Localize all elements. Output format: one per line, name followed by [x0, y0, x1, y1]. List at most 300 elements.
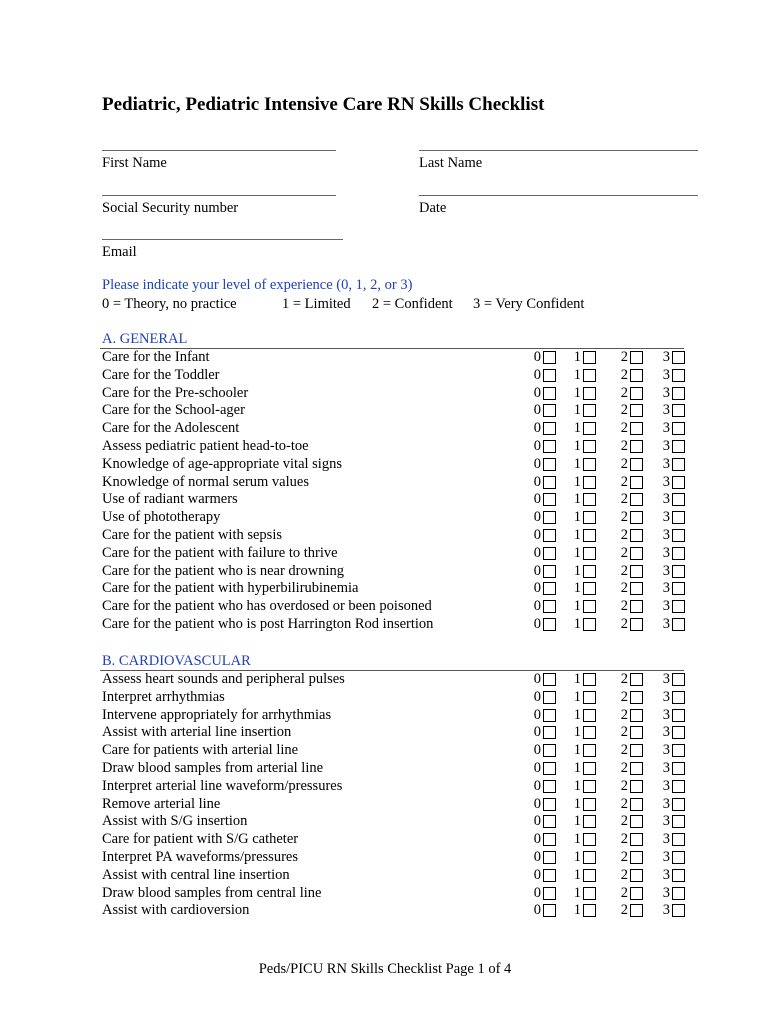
rating-option-3[interactable]	[652, 491, 685, 509]
checkbox[interactable]	[672, 351, 685, 364]
checkbox[interactable]	[672, 618, 685, 631]
rating-option-0[interactable]	[522, 885, 556, 903]
checkbox[interactable]	[630, 511, 643, 524]
rating-option-1[interactable]	[566, 509, 596, 527]
rating-option-1[interactable]	[566, 742, 596, 760]
rating-option-2[interactable]	[610, 456, 643, 474]
checkbox[interactable]	[543, 833, 556, 846]
rating-number: 3	[662, 706, 670, 723]
rating-option-3[interactable]	[652, 580, 685, 598]
checkbox[interactable]	[583, 762, 596, 775]
checkbox[interactable]	[543, 547, 556, 560]
checkbox[interactable]	[583, 851, 596, 864]
rating-option-3[interactable]	[652, 545, 685, 563]
checkbox[interactable]	[672, 673, 685, 686]
checkbox[interactable]	[583, 369, 596, 382]
rating-number: 3	[662, 544, 670, 561]
rating-option-2[interactable]	[610, 867, 643, 885]
checkbox[interactable]	[583, 869, 596, 882]
rating-option-0[interactable]	[522, 598, 556, 616]
rating-option-0[interactable]	[522, 671, 556, 689]
checkbox[interactable]	[583, 600, 596, 613]
rating-option-2[interactable]	[610, 902, 643, 920]
checkbox[interactable]	[543, 798, 556, 811]
rating-number: 3	[662, 420, 670, 437]
checkbox[interactable]	[672, 529, 685, 542]
rating-option-2[interactable]	[610, 689, 643, 707]
rating-option-3[interactable]	[652, 509, 685, 527]
skill-label: Care for the patient who is post Harrington Rod insertion	[102, 615, 434, 632]
checkbox[interactable]	[672, 904, 685, 917]
checkbox[interactable]	[672, 440, 685, 453]
rating-option-1[interactable]	[566, 831, 596, 849]
rating-option-1[interactable]	[566, 474, 596, 492]
checkbox[interactable]	[630, 798, 643, 811]
rating-option-3[interactable]	[652, 778, 685, 796]
checkbox[interactable]	[630, 369, 643, 382]
checkbox[interactable]	[543, 869, 556, 882]
checkbox[interactable]	[543, 387, 556, 400]
checkbox[interactable]	[583, 798, 596, 811]
checkbox[interactable]	[543, 404, 556, 417]
rating-option-3[interactable]	[652, 420, 685, 438]
rating-option-0[interactable]	[522, 707, 556, 725]
rating-number: 2	[620, 544, 628, 561]
rating-option-1[interactable]	[566, 867, 596, 885]
last-name-field[interactable]	[419, 150, 698, 172]
rating-option-3[interactable]	[652, 760, 685, 778]
rating-option-3[interactable]	[652, 616, 685, 634]
checkbox[interactable]	[672, 887, 685, 900]
rating-option-0[interactable]	[522, 509, 556, 527]
rating-option-3[interactable]	[652, 474, 685, 492]
checkbox[interactable]	[543, 709, 556, 722]
checkbox[interactable]	[543, 851, 556, 864]
checkbox[interactable]	[583, 529, 596, 542]
page-title: Pediatric, Pediatric Intensive Care RN Skills Checklist	[102, 94, 545, 115]
rating-number: 0	[533, 473, 541, 490]
skill-label: Care for the patient with hyperbilirubinemia	[102, 580, 359, 597]
rating-option-3[interactable]	[652, 385, 685, 403]
checkbox[interactable]	[672, 404, 685, 417]
ssn-field[interactable]	[102, 195, 336, 217]
checkbox[interactable]	[543, 618, 556, 631]
rating-number: 2	[620, 526, 628, 543]
checkbox[interactable]	[672, 798, 685, 811]
checklist-row	[102, 796, 684, 814]
rating-option-3[interactable]	[652, 742, 685, 760]
rating-number: 2	[620, 580, 628, 597]
scale-1: 1 = Limited	[282, 296, 351, 312]
rating-option-0[interactable]	[522, 420, 556, 438]
checkbox[interactable]	[543, 691, 556, 704]
checkbox[interactable]	[630, 404, 643, 417]
rating-option-2[interactable]	[610, 598, 643, 616]
rating-option-2[interactable]	[610, 760, 643, 778]
rating-option-3[interactable]	[652, 813, 685, 831]
checklist-row	[102, 349, 684, 367]
rating-option-0[interactable]	[522, 760, 556, 778]
checkbox[interactable]	[630, 476, 643, 489]
rating-option-0[interactable]	[522, 580, 556, 598]
skill-label: Care for the Pre-schooler	[102, 384, 249, 401]
rating-option-2[interactable]	[610, 527, 643, 545]
checkbox[interactable]	[630, 493, 643, 506]
email-line[interactable]	[102, 239, 343, 240]
rating-option-3[interactable]	[652, 563, 685, 581]
rating-option-1[interactable]	[566, 438, 596, 456]
rating-option-2[interactable]	[610, 385, 643, 403]
rating-option-2[interactable]	[610, 563, 643, 581]
rating-option-1[interactable]	[566, 689, 596, 707]
scale-0: 0 = Theory, no practice	[102, 296, 237, 312]
rating-option-3[interactable]	[652, 456, 685, 474]
checkbox[interactable]	[672, 600, 685, 613]
rating-option-2[interactable]	[610, 474, 643, 492]
rating-option-2[interactable]	[610, 671, 643, 689]
rating-option-1[interactable]	[566, 885, 596, 903]
checkbox[interactable]	[583, 744, 596, 757]
rating-option-0[interactable]	[522, 367, 556, 385]
rating-option-2[interactable]	[610, 849, 643, 867]
checkbox[interactable]	[672, 511, 685, 524]
rating-option-0[interactable]	[522, 563, 556, 581]
first-name-field[interactable]	[102, 150, 336, 172]
checkbox[interactable]	[672, 709, 685, 722]
rating-option-0[interactable]	[522, 724, 556, 742]
rating-option-0[interactable]	[522, 438, 556, 456]
checkbox[interactable]	[630, 815, 643, 828]
checkbox[interactable]	[543, 815, 556, 828]
rating-option-3[interactable]	[652, 367, 685, 385]
skill-label: Assess heart sounds and peripheral pulses	[102, 671, 345, 687]
checkbox[interactable]	[543, 600, 556, 613]
checkbox[interactable]	[583, 422, 596, 435]
rating-option-0[interactable]	[522, 831, 556, 849]
checkbox[interactable]	[672, 780, 685, 793]
rating-option-2[interactable]	[610, 796, 643, 814]
rating-option-3[interactable]	[652, 867, 685, 885]
rating-number: 0	[533, 509, 541, 526]
rating-option-2[interactable]	[610, 778, 643, 796]
rating-option-0[interactable]	[522, 545, 556, 563]
rating-option-1[interactable]	[566, 456, 596, 474]
rating-option-1[interactable]	[566, 902, 596, 920]
date-line[interactable]	[419, 195, 698, 196]
rating-option-1[interactable]	[566, 527, 596, 545]
checkbox[interactable]	[583, 511, 596, 524]
checkbox[interactable]	[672, 458, 685, 471]
section-cardiovascular	[102, 653, 684, 920]
rating-number: 2	[620, 866, 628, 883]
checkbox[interactable]	[630, 673, 643, 686]
rating-option-1[interactable]	[566, 491, 596, 509]
checkbox[interactable]	[583, 904, 596, 917]
rating-option-3[interactable]	[652, 707, 685, 725]
checkbox[interactable]	[672, 869, 685, 882]
checkbox[interactable]	[583, 387, 596, 400]
rating-option-3[interactable]	[652, 598, 685, 616]
rating-option-1[interactable]	[566, 849, 596, 867]
rating-option-1[interactable]	[566, 813, 596, 831]
section-heading: A. GENERAL	[102, 331, 188, 347]
checkbox[interactable]	[583, 547, 596, 560]
rating-option-3[interactable]	[652, 885, 685, 903]
checkbox[interactable]	[630, 887, 643, 900]
checkbox[interactable]	[672, 547, 685, 560]
checkbox[interactable]	[672, 476, 685, 489]
checkbox[interactable]	[543, 351, 556, 364]
rating-number: 2	[620, 491, 628, 508]
rating-option-3[interactable]	[652, 902, 685, 920]
checkbox[interactable]	[583, 493, 596, 506]
first-name-line[interactable]	[102, 150, 336, 151]
experience-instruction: Please indicate your level of experience (0, 1, 2, or 3)	[102, 277, 413, 293]
checkbox[interactable]	[630, 618, 643, 631]
checkbox[interactable]	[583, 691, 596, 704]
rating-option-3[interactable]	[652, 527, 685, 545]
checkbox[interactable]	[543, 582, 556, 595]
rating-number: 3	[662, 349, 670, 365]
checkbox[interactable]	[630, 851, 643, 864]
rating-option-0[interactable]	[522, 813, 556, 831]
rating-number: 0	[533, 420, 541, 437]
checkbox[interactable]	[543, 529, 556, 542]
checkbox[interactable]	[543, 493, 556, 506]
rating-number: 2	[620, 884, 628, 901]
checkbox[interactable]	[583, 440, 596, 453]
rating-option-0[interactable]	[522, 349, 556, 367]
checkbox[interactable]	[583, 404, 596, 417]
rating-option-1[interactable]	[566, 367, 596, 385]
checkbox[interactable]	[630, 744, 643, 757]
rating-option-0[interactable]	[522, 385, 556, 403]
rating-option-2[interactable]	[610, 402, 643, 420]
checkbox[interactable]	[583, 476, 596, 489]
checklist-row	[102, 474, 684, 492]
rating-number: 3	[662, 526, 670, 543]
checkbox[interactable]	[543, 673, 556, 686]
rating-option-1[interactable]	[566, 563, 596, 581]
rating-option-1[interactable]	[566, 402, 596, 420]
checkbox[interactable]	[583, 815, 596, 828]
rating-option-2[interactable]	[610, 724, 643, 742]
skill-label: Assist with cardioversion	[102, 902, 250, 919]
rating-number: 1	[573, 777, 581, 794]
ssn-line[interactable]	[102, 195, 336, 196]
rating-option-3[interactable]	[652, 671, 685, 689]
checkbox[interactable]	[543, 904, 556, 917]
checkbox[interactable]	[630, 582, 643, 595]
rating-number: 0	[533, 544, 541, 561]
checkbox[interactable]	[672, 815, 685, 828]
checkbox[interactable]	[672, 851, 685, 864]
checkbox[interactable]	[672, 493, 685, 506]
checkbox[interactable]	[630, 387, 643, 400]
checkbox[interactable]	[630, 529, 643, 542]
rating-option-0[interactable]	[522, 616, 556, 634]
checkbox[interactable]	[543, 476, 556, 489]
checkbox[interactable]	[672, 387, 685, 400]
checkbox[interactable]	[583, 709, 596, 722]
checkbox[interactable]	[630, 904, 643, 917]
rating-number: 0	[533, 831, 541, 848]
checkbox[interactable]	[630, 726, 643, 739]
checkbox[interactable]	[672, 369, 685, 382]
checkbox[interactable]	[630, 351, 643, 364]
rating-option-1[interactable]	[566, 796, 596, 814]
rating-option-0[interactable]	[522, 742, 556, 760]
email-label: Email	[102, 244, 137, 260]
rating-option-2[interactable]	[610, 420, 643, 438]
checkbox[interactable]	[630, 780, 643, 793]
checkbox[interactable]	[672, 691, 685, 704]
rating-option-1[interactable]	[566, 724, 596, 742]
checkbox[interactable]	[543, 511, 556, 524]
checkbox[interactable]	[583, 351, 596, 364]
rating-option-1[interactable]	[566, 545, 596, 563]
checkbox[interactable]	[583, 833, 596, 846]
checkbox[interactable]	[630, 762, 643, 775]
rating-number: 0	[533, 366, 541, 383]
checkbox[interactable]	[630, 833, 643, 846]
rating-option-2[interactable]	[610, 885, 643, 903]
rating-option-0[interactable]	[522, 867, 556, 885]
skill-label: Knowledge of normal serum values	[102, 473, 309, 490]
checkbox[interactable]	[543, 780, 556, 793]
checkbox[interactable]	[543, 458, 556, 471]
rating-option-2[interactable]	[610, 813, 643, 831]
rating-option-0[interactable]	[522, 491, 556, 509]
rating-option-1[interactable]	[566, 707, 596, 725]
checkbox[interactable]	[672, 744, 685, 757]
rating-number: 2	[620, 473, 628, 490]
rating-option-0[interactable]	[522, 527, 556, 545]
checkbox[interactable]	[583, 582, 596, 595]
checkbox[interactable]	[543, 422, 556, 435]
rating-option-1[interactable]	[566, 778, 596, 796]
checkbox[interactable]	[543, 726, 556, 739]
checkbox[interactable]	[543, 565, 556, 578]
rating-number: 3	[662, 384, 670, 401]
rating-number: 2	[620, 902, 628, 919]
rating-option-2[interactable]	[610, 367, 643, 385]
checkbox[interactable]	[543, 369, 556, 382]
checkbox[interactable]	[672, 833, 685, 846]
checkbox[interactable]	[630, 691, 643, 704]
rating-option-2[interactable]	[610, 616, 643, 634]
rating-option-2[interactable]	[610, 545, 643, 563]
last-name-line[interactable]	[419, 150, 698, 151]
rating-option-3[interactable]	[652, 689, 685, 707]
rating-option-2[interactable]	[610, 438, 643, 456]
checkbox[interactable]	[630, 709, 643, 722]
checklist-row	[102, 689, 684, 707]
checkbox[interactable]	[672, 762, 685, 775]
checkbox[interactable]	[583, 887, 596, 900]
rating-number: 2	[620, 777, 628, 794]
rating-option-2[interactable]	[610, 349, 643, 367]
rating-option-0[interactable]	[522, 849, 556, 867]
rating-number: 2	[620, 384, 628, 401]
checkbox[interactable]	[672, 565, 685, 578]
checkbox[interactable]	[583, 618, 596, 631]
skill-label: Assist with S/G insertion	[102, 813, 248, 830]
rating-option-0[interactable]	[522, 474, 556, 492]
rating-option-2[interactable]	[610, 509, 643, 527]
checkbox[interactable]	[583, 673, 596, 686]
rating-option-3[interactable]	[652, 831, 685, 849]
checkbox[interactable]	[630, 869, 643, 882]
rating-option-1[interactable]	[566, 580, 596, 598]
checkbox[interactable]	[543, 887, 556, 900]
checkbox[interactable]	[583, 726, 596, 739]
rating-option-0[interactable]	[522, 402, 556, 420]
checkbox[interactable]	[543, 744, 556, 757]
date-field[interactable]	[419, 195, 698, 217]
rating-option-3[interactable]	[652, 438, 685, 456]
skill-label: Care for the patient who is near drowning	[102, 562, 344, 579]
rating-option-3[interactable]	[652, 849, 685, 867]
checkbox[interactable]	[630, 547, 643, 560]
rating-option-1[interactable]	[566, 598, 596, 616]
rating-option-0[interactable]	[522, 902, 556, 920]
checkbox[interactable]	[583, 565, 596, 578]
checkbox[interactable]	[672, 582, 685, 595]
rating-option-0[interactable]	[522, 778, 556, 796]
rating-option-3[interactable]	[652, 724, 685, 742]
checkbox[interactable]	[543, 440, 556, 453]
rating-option-1[interactable]	[566, 349, 596, 367]
checkbox[interactable]	[543, 762, 556, 775]
checkbox[interactable]	[630, 458, 643, 471]
rating-number: 2	[620, 509, 628, 526]
rating-option-1[interactable]	[566, 616, 596, 634]
rating-option-1[interactable]	[566, 420, 596, 438]
rating-option-1[interactable]	[566, 385, 596, 403]
rating-number: 0	[533, 384, 541, 401]
checkbox[interactable]	[630, 440, 643, 453]
rating-number: 1	[573, 366, 581, 383]
rating-option-2[interactable]	[610, 831, 643, 849]
rating-option-2[interactable]	[610, 491, 643, 509]
checkbox[interactable]	[672, 422, 685, 435]
rating-number: 2	[620, 671, 628, 687]
checkbox[interactable]	[672, 726, 685, 739]
rating-option-2[interactable]	[610, 742, 643, 760]
rating-option-0[interactable]	[522, 456, 556, 474]
checkbox[interactable]	[583, 780, 596, 793]
rating-option-3[interactable]	[652, 349, 685, 367]
skill-label: Care for the School-ager	[102, 402, 245, 419]
rating-number: 1	[573, 402, 581, 419]
checkbox[interactable]	[583, 458, 596, 471]
rating-option-1[interactable]	[566, 760, 596, 778]
rating-option-2[interactable]	[610, 580, 643, 598]
checkbox[interactable]	[630, 422, 643, 435]
checkbox[interactable]	[630, 600, 643, 613]
rating-option-0[interactable]	[522, 796, 556, 814]
rating-option-3[interactable]	[652, 402, 685, 420]
rating-option-3[interactable]	[652, 796, 685, 814]
rating-number: 3	[662, 402, 670, 419]
checklist-row	[102, 831, 684, 849]
rating-option-2[interactable]	[610, 707, 643, 725]
checkbox[interactable]	[630, 565, 643, 578]
email-field[interactable]	[102, 239, 343, 261]
rating-option-1[interactable]	[566, 671, 596, 689]
rating-option-0[interactable]	[522, 689, 556, 707]
